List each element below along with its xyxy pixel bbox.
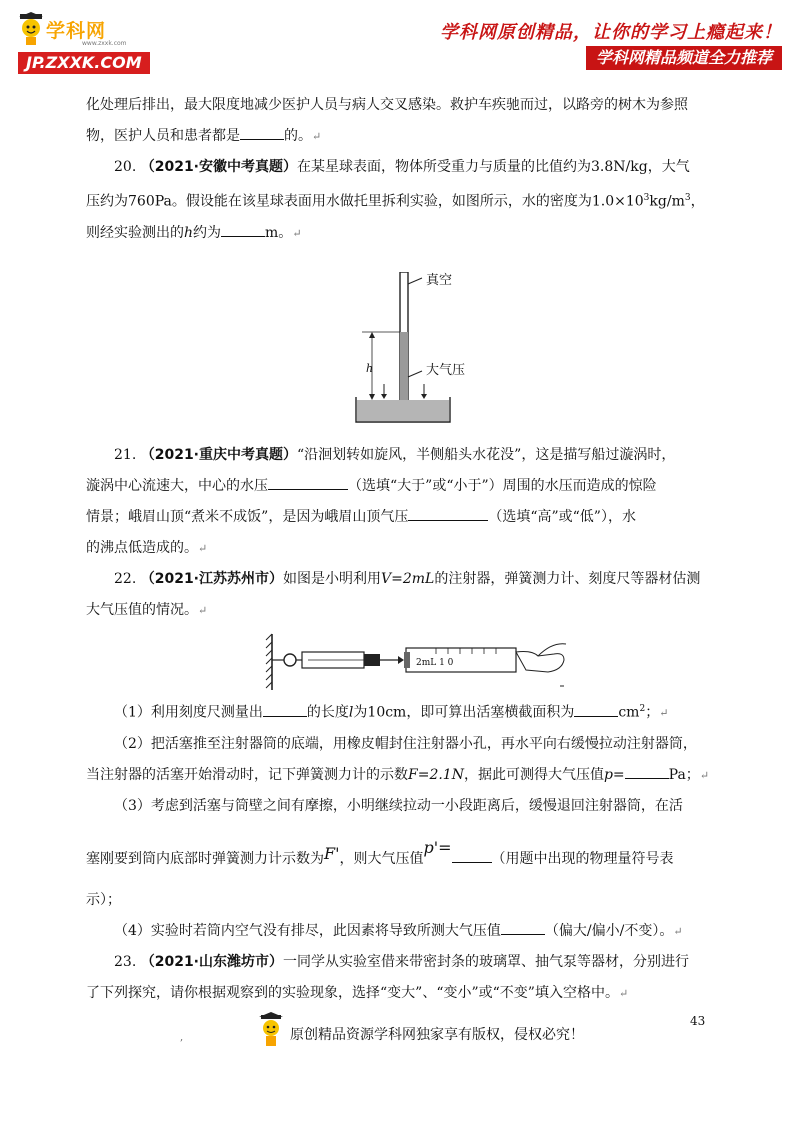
q23-line-1: 23. （2021·山东潍坊市）一同学从实验室借来带密封条的玻璃罩、抽气泵等器材，分别进行 xyxy=(114,953,690,970)
fig-vacuum-label: 真空 xyxy=(426,273,453,288)
q21-line-1: 21. （2021·重庆中考真题）“沿洄划转如旋风，半侧船头水花没”，这是描写船过漩涡时， xyxy=(114,447,676,463)
q20-line-3: 则经实验测出的h约为 m。↵ xyxy=(86,218,716,249)
site-logo xyxy=(18,12,158,72)
q20-source: （2021·安徽中考真题） xyxy=(140,159,298,175)
q22-line-1: 22. （2021·江苏苏州市）如图是小明利用V=2mL的注射器，弹簧测力计、刻度尺等器材估测 xyxy=(114,571,701,587)
logo-url: JP.ZXXK.COM xyxy=(18,52,150,74)
q22-sub3-line1: （3）考虑到活塞与筒壁之间有摩擦，小明继续拉动一小段距离后，缓慢退回注射器筒，在活 xyxy=(114,797,683,814)
q20-number: 20. xyxy=(114,159,137,175)
mascot-icon xyxy=(18,12,44,46)
q21-line-4: 的沸点低造成的。↵ xyxy=(86,540,208,556)
q22-sub3-line3: 示）； xyxy=(86,891,121,908)
logo-text: 学科网 xyxy=(46,19,107,42)
page-footer xyxy=(0,1010,800,1060)
header-slogan: 学科网原创精品，让你的学习上瘾起来！ xyxy=(440,22,782,43)
answer-blank xyxy=(240,125,284,140)
q23-line-2: 了下列探究，请你根据观察到的实验现象，选择“变大”、“变小”或“不变”填入空格中。↵ xyxy=(86,984,629,1001)
page-header xyxy=(0,0,800,80)
answer-blank xyxy=(408,506,488,521)
mascot-icon xyxy=(258,1012,284,1048)
answer-blank xyxy=(221,222,265,237)
q21-source: （2021·重庆中考真题） xyxy=(140,447,298,463)
fig-atm-label: 大气压 xyxy=(426,363,466,378)
answer-blank xyxy=(501,920,545,935)
q20-line-2: 压约为760Pa。假设能在该星球表面用水做托里拆利实验，如图所示，水的密度为$1.0\times 10^3kg/m^3$， xyxy=(86,193,705,210)
answer-blank xyxy=(263,702,307,717)
q22-sub2-line2: 当注射器的活塞开始滑动时，记下弹簧测力计的示数F=2.1N，据此可测得大气压值p= Pa；↵ xyxy=(86,760,716,791)
q22-sub2-line1: （2）把活塞推至注射器筒的底端，用橡皮帽封住注射器小孔，再水平向右缓慢拉动注射器筒， xyxy=(114,735,697,752)
header-slogan-bar: 学科网精品频道全力推荐 xyxy=(586,46,782,70)
q22-sub4: （4）实验时若筒内空气没有排尽，此因素将导致所测大气压值 （偏大/偏小/不变）。↵ xyxy=(86,916,716,947)
fig-h-label: h xyxy=(366,362,374,375)
footer-mark: , xyxy=(180,1032,184,1043)
page-number: 43 xyxy=(690,1014,706,1028)
q23-number: 23. xyxy=(114,953,137,970)
footer-copyright: 原创精品资源学科网独家享有版权，侵权必究！ xyxy=(290,1027,584,1043)
q21-line-2: 漩涡中心流速大，中心的水压 （选填“大于”或“小于”）周围的水压而造成的惊险 xyxy=(86,471,716,502)
q22-sub3-line2: 塞刚要到筒内底部时弹簧测力计示数为F'，则大气压值p'=（用题中出现的物理量符号表 xyxy=(86,837,674,867)
answer-blank xyxy=(452,848,492,863)
intro-line-1: 化处理后排出，最大限度地减少医护人员与病人交叉感染。救护车疾驰而过，以路旁的树木为参照 xyxy=(86,97,688,113)
page-content xyxy=(86,90,716,1001)
q22-number: 22. xyxy=(114,571,137,587)
answer-blank xyxy=(574,702,618,717)
syringe-scale-label: 2mL 1 0 xyxy=(416,658,454,668)
syringe-figure xyxy=(86,630,716,694)
intro-line-2: 物，医护人员和患者都是 的。↵ xyxy=(86,121,716,152)
q21-line-3: 情景；峨眉山顶“煮米不成饭”，是因为峨眉山顶气压 （选填“高”或“低”），水 xyxy=(86,502,716,533)
torricelli-figure xyxy=(86,272,716,442)
q22-source: （2021·江苏苏州市） xyxy=(140,571,284,587)
answer-blank xyxy=(625,764,669,779)
answer-blank xyxy=(268,475,348,490)
logo-subtext: www.zxxk.com xyxy=(82,40,127,47)
q22-line-2: 大气压值的情况。↵ xyxy=(86,602,208,618)
q22-sub1: （1）利用刻度尺测量出 的长度l为10cm，即可算出活塞横截面积为 $cm^2$；↵ xyxy=(86,694,716,729)
q21-number: 21. xyxy=(114,447,137,463)
q20-line-1: 20. （2021·安徽中考真题）在某星球表面，物体所受重力与质量的比值约为3.8N/kg，大气 xyxy=(114,159,690,175)
q23-source: （2021·山东潍坊市） xyxy=(140,953,284,970)
